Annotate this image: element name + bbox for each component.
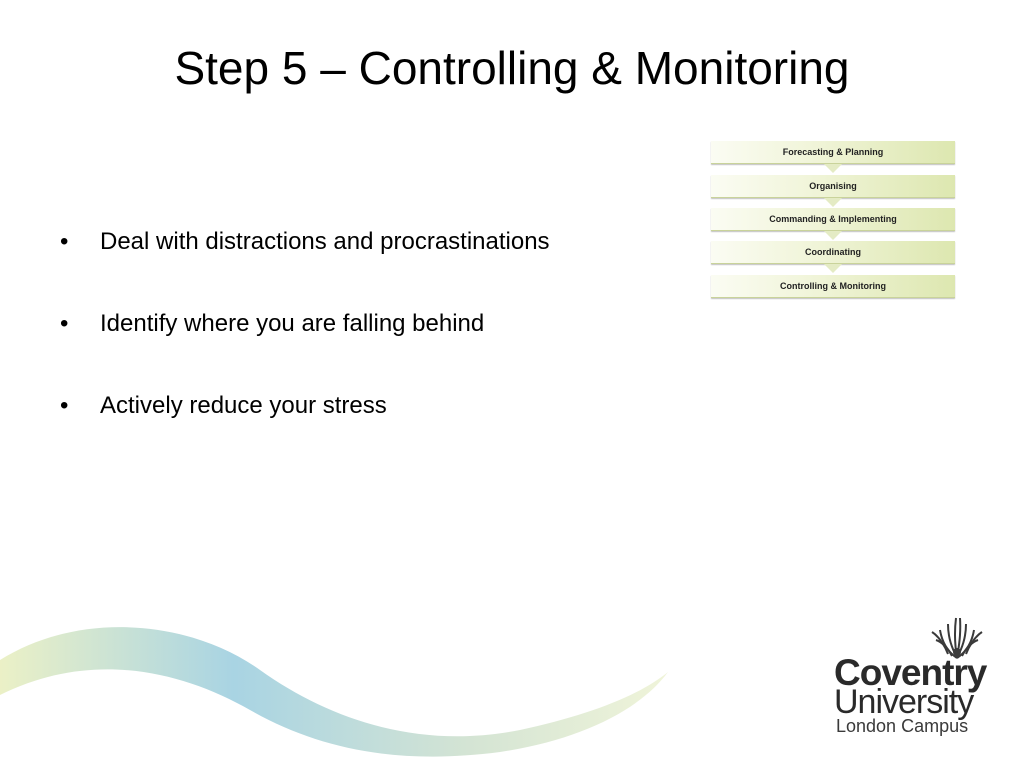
flow-step-controlling: Controlling & Monitoring [711,275,955,298]
flow-arrow-icon [824,164,842,173]
bullet-item [58,386,550,426]
bullet-dot: • [60,392,69,419]
decorative-wave [0,600,700,768]
bullet-text: Actively reduce your stress [100,392,387,419]
flow-step-forecasting: Forecasting & Planning [711,141,955,164]
bullet-text: Identify where you are falling behind [100,310,485,337]
coventry-university-logo [828,612,998,742]
flow-step-organising: Organising [711,175,955,198]
flow-arrow-icon [824,198,842,207]
logo-campus-text: London Campus [836,716,969,736]
flow-arrow-icon [824,231,842,240]
logo-university-text: University [834,683,974,721]
bullet-item [58,304,550,344]
flow-step-coordinating: Coordinating [711,241,955,264]
bullet-dot: • [60,310,69,337]
bullet-text: Deal with distractions and procrastinations [100,228,550,255]
slide-title: Step 5 – Controlling & Monitoring [174,42,850,94]
bullet-item [58,222,550,262]
flow-arrow-icon [824,264,842,273]
bullet-dot: • [60,228,69,255]
bullet-list [58,222,550,468]
flow-step-commanding: Commanding & Implementing [711,208,955,231]
logo-coventry-text: Coventry [834,652,987,693]
process-flow-diagram [711,141,955,301]
